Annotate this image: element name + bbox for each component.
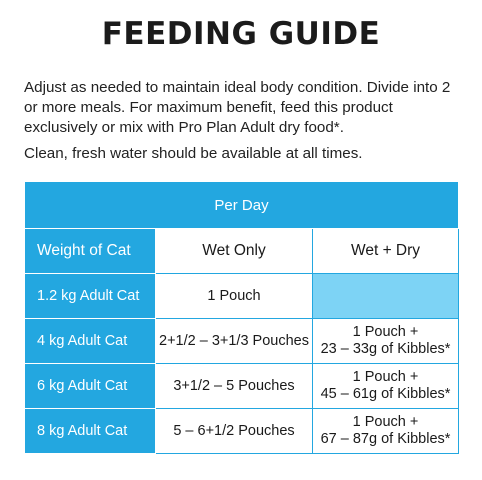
wet-dry-kibbles-line: 67 – 87g of Kibbles* bbox=[320, 431, 451, 447]
wet-dry-cell bbox=[313, 364, 459, 409]
per-day-header-row bbox=[25, 182, 459, 229]
wet-dry-pouch-line: 1 Pouch + bbox=[352, 324, 419, 340]
table-row bbox=[25, 409, 459, 454]
intro-text bbox=[24, 78, 464, 164]
wet-dry-pouch-line: 1 Pouch + bbox=[352, 369, 419, 385]
wet-only-cell: 5 – 6+1/2 Pouches bbox=[156, 409, 313, 454]
weight-cell: 8 kg Adult Cat bbox=[25, 409, 156, 454]
weight-cell: 1.2 kg Adult Cat bbox=[25, 274, 156, 319]
weight-cell: 6 kg Adult Cat bbox=[25, 364, 156, 409]
table-row bbox=[25, 319, 459, 364]
table-row bbox=[25, 274, 459, 319]
weight-of-cat-header: Weight of Cat bbox=[25, 229, 156, 274]
wet-only-cell: 2+1/2 – 3+1/3 Pouches bbox=[156, 319, 313, 364]
wet-dry-kibbles-line: 45 – 61g of Kibbles* bbox=[320, 386, 451, 402]
column-header-row bbox=[25, 229, 459, 274]
weight-cell: 4 kg Adult Cat bbox=[25, 319, 156, 364]
water-note: Clean, fresh water should be available at all times. bbox=[24, 145, 363, 162]
intro-paragraph: Adjust as needed to maintain ideal body condition. Divide into 2 or more meals. For maximum benefit, feed this product exclusively or mix with Pro Plan Adult dry food*. bbox=[24, 79, 451, 136]
wet-dry-pouch-line: 1 Pouch + bbox=[352, 414, 419, 430]
wet-only-cell: 1 Pouch bbox=[156, 274, 313, 319]
page-title: FEEDING GUIDE bbox=[101, 16, 381, 52]
table-row bbox=[25, 364, 459, 409]
wet-dry-cell-empty bbox=[313, 274, 459, 319]
wet-dry-kibbles-line: 23 – 33g of Kibbles* bbox=[320, 341, 451, 357]
wet-dry-cell bbox=[313, 319, 459, 364]
wet-dry-cell bbox=[313, 409, 459, 454]
wet-dry-header: Wet + Dry bbox=[313, 229, 459, 274]
feeding-table bbox=[24, 181, 459, 454]
wet-only-cell: 3+1/2 – 5 Pouches bbox=[156, 364, 313, 409]
wet-only-header: Wet Only bbox=[156, 229, 313, 274]
per-day-label: Per Day bbox=[25, 182, 459, 229]
